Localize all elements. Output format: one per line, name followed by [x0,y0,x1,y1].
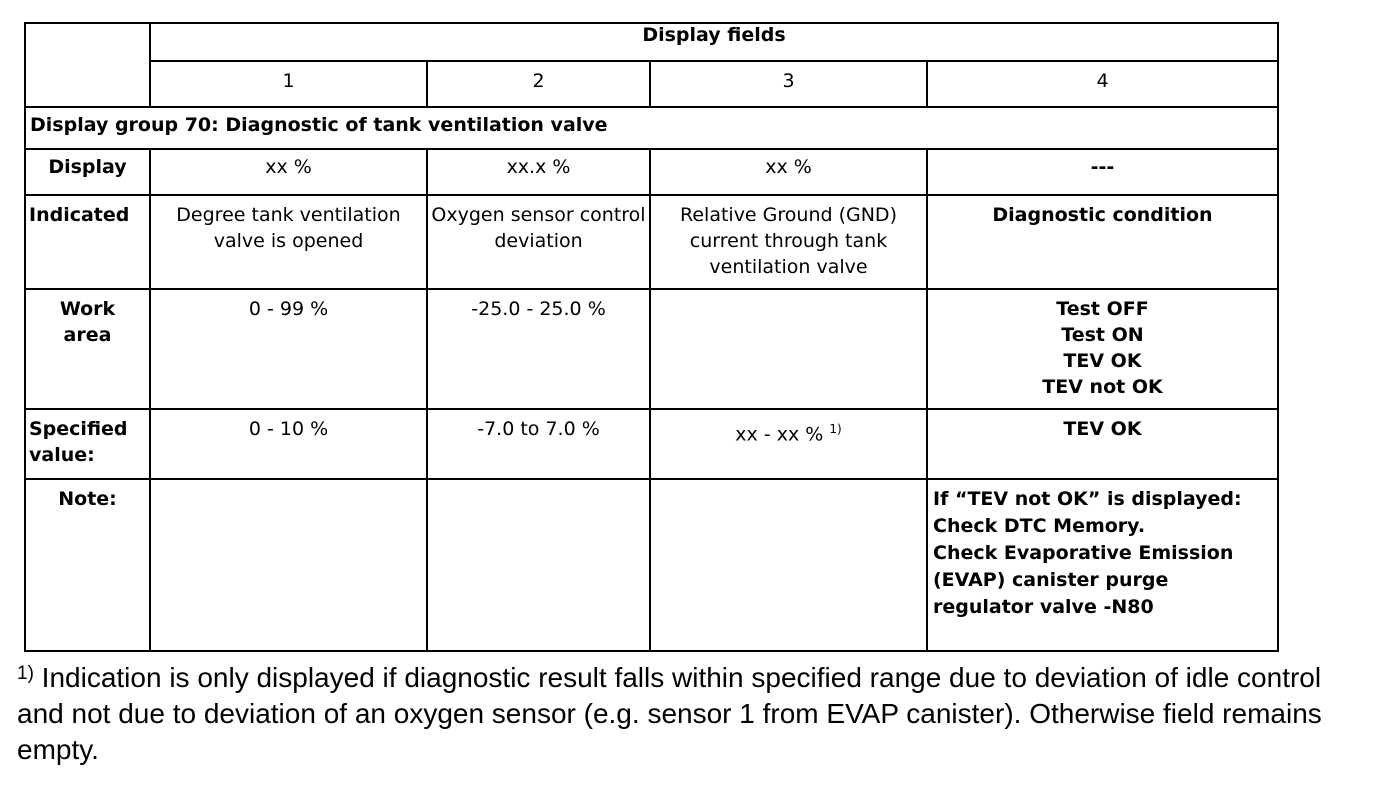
row-label-note: Note: [25,479,150,651]
footnote-ref: 1) [829,422,842,436]
column-header-1: 1 [150,61,427,107]
work-area-state: TEV not OK [1042,376,1163,398]
note-value-4 [927,479,1278,651]
column-header-4: 4 [927,61,1278,107]
note-value-3 [650,479,927,651]
indicated-value-4: Diagnostic condition [927,195,1278,289]
specified-value-1: 0 - 10 % [150,409,427,479]
indicated-value-2: Oxygen sensor control deviation [427,195,650,289]
footnote-marker: 1) [17,663,34,684]
row-label-specified: Specified value: [25,409,150,479]
specified-value-3-text: xx - xx % [735,423,824,446]
display-group-title: Display group 70: Diagnostic of tank ventilation valve [25,107,1278,149]
work-area-state: TEV OK [1063,350,1142,372]
work-area-state: Test ON [1061,324,1144,346]
display-value-4: --- [927,149,1278,195]
row-label-work-area: Work area [25,289,150,409]
row-label-display: Display [25,149,150,195]
work-area-state: Test OFF [1056,298,1149,320]
note-line: regulator valve -N80 [933,596,1154,618]
work-area-value-4 [927,289,1278,409]
specified-value-3 [650,409,927,479]
column-header-2: 2 [427,61,650,107]
display-value-3: xx % [650,149,927,195]
corner-cell [25,23,150,107]
diagnostic-table [24,22,1279,652]
display-fields-header: Display fields [150,23,1278,61]
note-line: (EVAP) canister purge [933,569,1169,591]
row-label-indicated: Indicated [25,195,150,289]
work-area-value-1: 0 - 99 % [150,289,427,409]
note-line: Check DTC Memory. [933,515,1146,537]
indicated-value-3: Relative Ground (GND) current through tank ventilation valve [650,195,927,289]
specified-value-2: -7.0 to 7.0 % [427,409,650,479]
note-value-2 [427,479,650,651]
specified-value-4: TEV OK [927,409,1278,479]
footnote [17,660,1362,768]
footnote-text: Indication is only displayed if diagnostic result falls within specified range due to deviation of idle control and not due to deviation of an oxygen sensor (e.g. sensor 1 from EVAP canister). Otherwise field remains empty. [17,662,1322,765]
display-value-2: xx.x % [427,149,650,195]
display-value-1: xx % [150,149,427,195]
work-area-value-3 [650,289,927,409]
note-line: Check Evaporative Emission [933,542,1234,564]
note-line: If “TEV not OK” is displayed: [933,488,1242,510]
work-area-value-2: -25.0 - 25.0 % [427,289,650,409]
note-value-1 [150,479,427,651]
column-header-3: 3 [650,61,927,107]
indicated-value-1: Degree tank ventilation valve is opened [150,195,427,289]
